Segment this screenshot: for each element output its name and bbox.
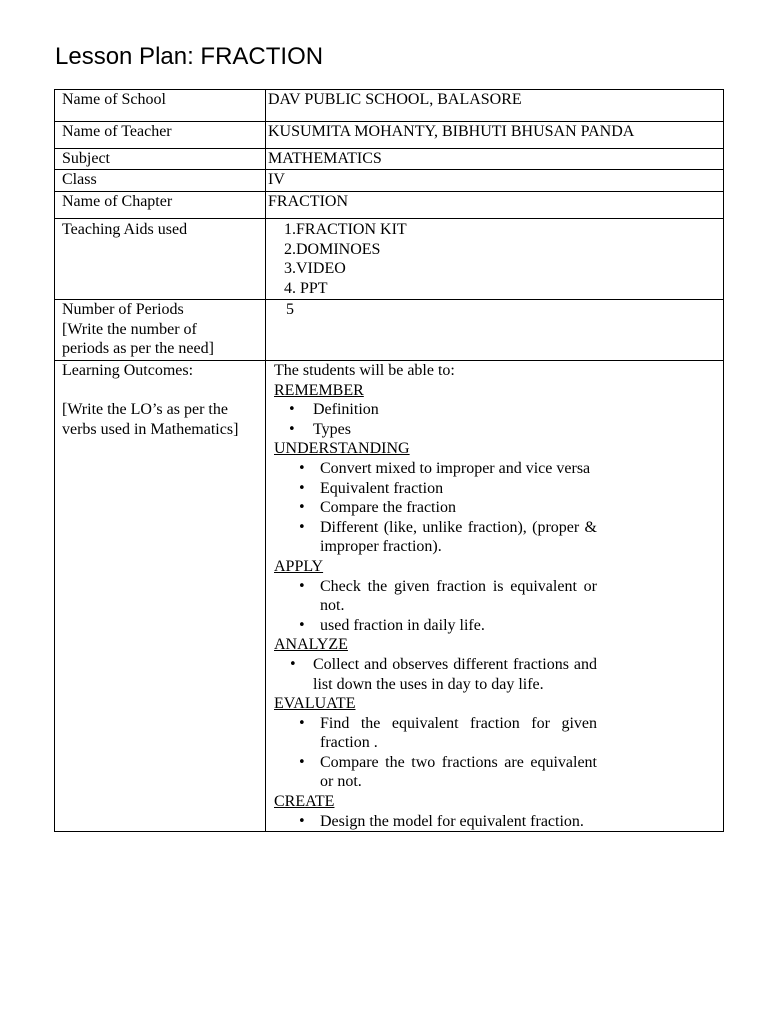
- teacher-label: Name of Teacher: [55, 122, 266, 149]
- outcome-item: • Different (like, unlike fraction), (proper & improper fraction).: [274, 518, 597, 557]
- aids-label: Teaching Aids used: [55, 219, 266, 300]
- outcome-item: • Find the equivalent fraction for given fraction .: [274, 714, 597, 753]
- row-class: [55, 170, 724, 192]
- aids-item: 1.FRACTION KIT: [284, 221, 407, 238]
- outcome-item: • Definition: [274, 400, 597, 420]
- periods-note: periods as per the need]: [62, 340, 214, 358]
- outcome-item: • used fraction in daily life.: [274, 616, 597, 636]
- school-label: Name of School: [55, 90, 266, 122]
- row-teacher: [55, 122, 724, 149]
- aids-item: 2.DOMINOES: [284, 240, 381, 258]
- outcomes-note: verbs used in Mathematics]: [62, 420, 239, 438]
- aids-item: 3.VIDEO: [284, 260, 346, 278]
- outcome-item: • Collect and observes different fractions and list down the uses in day to day life.: [274, 655, 597, 694]
- row-subject: [55, 149, 724, 170]
- row-periods: [55, 300, 724, 361]
- section-heading-create: CREATE: [274, 793, 335, 811]
- outcome-item: • Equivalent fraction: [274, 479, 597, 499]
- row-aids: [55, 219, 724, 300]
- periods-value: 5: [286, 301, 294, 318]
- row-school: [55, 90, 724, 122]
- section-heading-analyze: ANALYZE: [274, 636, 348, 654]
- section-heading-apply: APPLY: [274, 557, 324, 575]
- outcomes-intro: The students will be able to:: [274, 362, 455, 379]
- create-list: [274, 812, 597, 832]
- subject-label: Subject: [55, 149, 266, 170]
- evaluate-list: [274, 714, 597, 792]
- page-title: Lesson Plan: FRACTION: [55, 43, 324, 70]
- periods-note: [Write the number of: [62, 320, 197, 338]
- outcome-item: • Design the model for equivalent fraction.: [274, 812, 597, 832]
- school-value: DAV PUBLIC SCHOOL, BALASORE: [266, 90, 724, 122]
- outcome-item: • Check the given fraction is equivalent or not.: [274, 577, 597, 616]
- class-value: IV: [266, 170, 724, 192]
- row-outcomes: [55, 361, 724, 832]
- aids-value: [266, 219, 724, 300]
- outcome-item: • Convert mixed to improper and vice versa: [274, 459, 597, 479]
- section-heading-evaluate: EVALUATE: [274, 695, 356, 713]
- row-chapter: [55, 192, 724, 219]
- section-heading-understanding: UNDERSTANDING: [274, 440, 410, 458]
- apply-list: [274, 577, 597, 636]
- periods-label: Number of Periods: [62, 301, 184, 318]
- outcomes-label-cell: [55, 361, 266, 832]
- outcome-item: • Compare the fraction: [274, 498, 597, 518]
- periods-value-cell: [266, 300, 724, 361]
- chapter-value: FRACTION: [266, 192, 724, 219]
- periods-label-cell: [55, 300, 266, 361]
- chapter-label: Name of Chapter: [55, 192, 266, 219]
- outcomes-value-cell: [266, 361, 724, 832]
- class-label: Class: [55, 170, 266, 192]
- section-heading-remember: REMEMBER: [274, 381, 364, 399]
- understanding-list: [274, 459, 597, 557]
- outcomes-note: [Write the LO’s as per the: [62, 401, 228, 419]
- aids-list: [268, 220, 723, 298]
- outcome-item: • Types: [274, 420, 597, 440]
- analyze-list: [274, 655, 597, 694]
- aids-item: 4. PPT: [284, 279, 328, 297]
- teacher-value: KUSUMITA MOHANTY, BIBHUTI BHUSAN PANDA: [266, 122, 724, 149]
- outcomes-label: Learning Outcomes:: [62, 362, 194, 379]
- subject-value: MATHEMATICS: [266, 149, 724, 170]
- outcome-item: • Compare the two fractions are equivalent or not.: [274, 753, 597, 792]
- lesson-plan-table: [54, 89, 724, 832]
- remember-list: [274, 400, 597, 439]
